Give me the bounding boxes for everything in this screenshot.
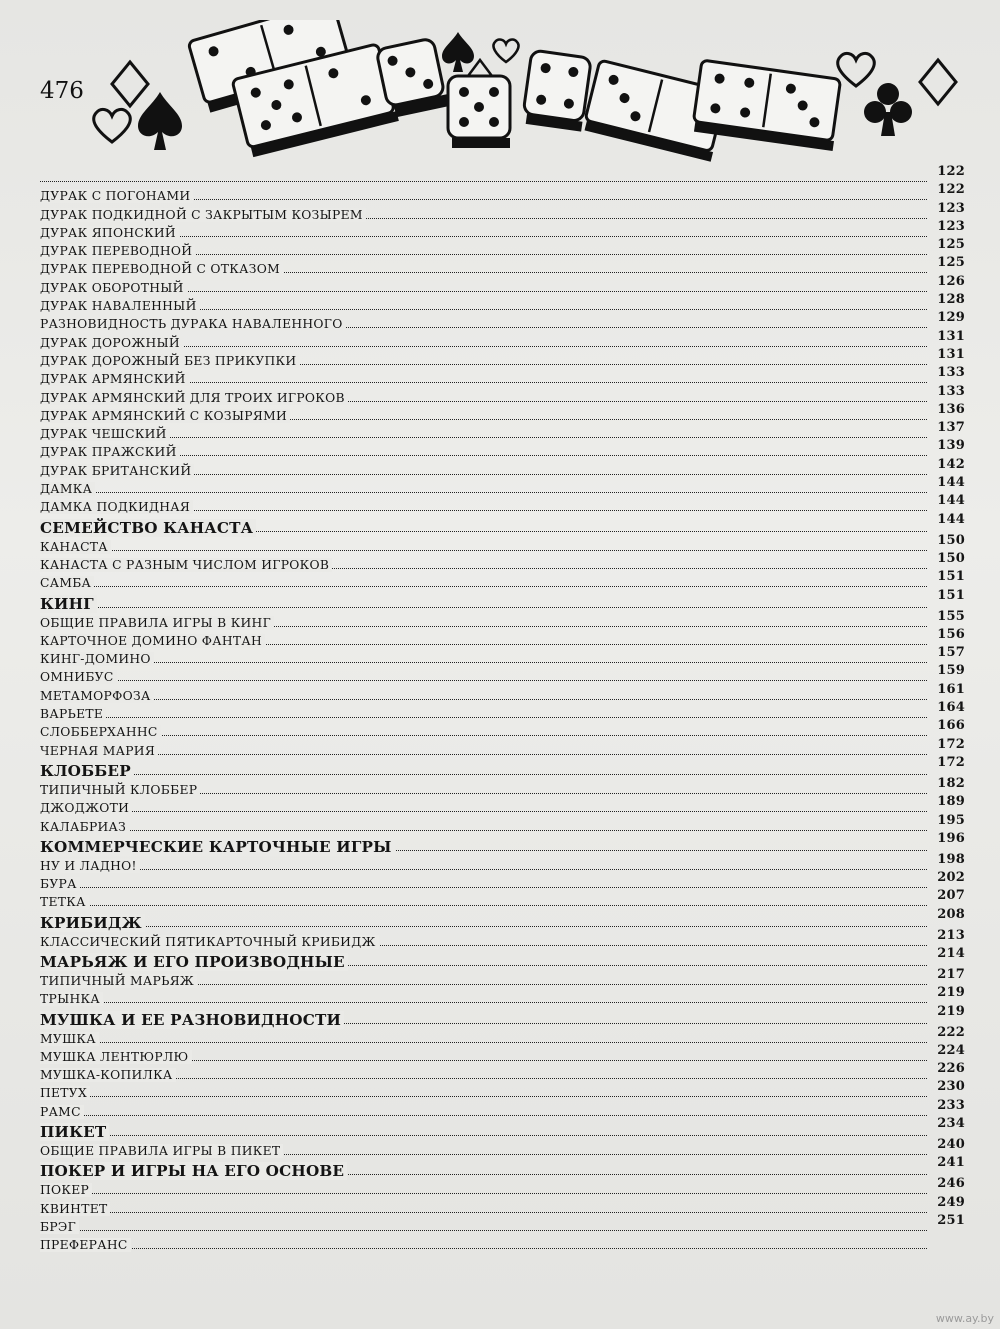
toc-entry bbox=[40, 966, 965, 991]
toc-entry bbox=[40, 1176, 965, 1200]
dot-leader bbox=[40, 926, 927, 927]
toc-entry-title: СЛОББЕРХАННС bbox=[40, 725, 161, 739]
toc-entry-title: ДУРАК ДОРОЖНЫЙ БЕЗ ПРИКУПКИ bbox=[40, 354, 299, 368]
toc-page-number: 159 bbox=[937, 663, 965, 679]
dot-leader bbox=[40, 1212, 927, 1213]
toc-page-number: 240 bbox=[937, 1137, 965, 1153]
dot-leader bbox=[40, 1002, 927, 1003]
toc-page-number: 208 bbox=[937, 906, 965, 922]
toc-page-number: 233 bbox=[937, 1097, 965, 1113]
toc-entry bbox=[40, 310, 965, 334]
toc-page-number: 151 bbox=[937, 569, 965, 585]
toc-entry-title: КИНГ-ДОМИНО bbox=[40, 652, 154, 666]
toc-entry-title: ДУРАК БРИТАНСКИЙ bbox=[40, 464, 194, 478]
toc-entry-title: ДУРАК АРМЯНСКИЙ С КОЗЫРЯМИ bbox=[40, 409, 290, 423]
toc-entry bbox=[40, 1042, 965, 1067]
toc-entry-title: КАНАСТА С РАЗНЫМ ЧИСЛОМ ИГРОКОВ bbox=[40, 558, 332, 572]
toc-page-number: 144 bbox=[937, 493, 965, 509]
toc-entry-title: ПИКЕТ bbox=[40, 1123, 109, 1141]
dot-leader bbox=[40, 735, 927, 736]
toc-entry bbox=[40, 182, 965, 206]
toc-entry bbox=[40, 1097, 965, 1122]
toc-page-number: 125 bbox=[937, 255, 965, 271]
toc-entry-title: ДУРАК ЯПОНСКИЙ bbox=[40, 226, 179, 240]
toc-entry bbox=[40, 870, 965, 894]
toc-entry bbox=[40, 164, 965, 188]
toc-entry bbox=[40, 812, 965, 837]
toc-page-number: 214 bbox=[937, 945, 965, 961]
toc-entry-title: КАЛАБРИАЗ bbox=[40, 820, 129, 834]
heart-icon bbox=[94, 109, 131, 142]
toc-entry bbox=[40, 1061, 965, 1085]
toc-page-number: 128 bbox=[937, 292, 965, 308]
toc-page-number: 226 bbox=[937, 1061, 965, 1077]
toc-entry-title: ПРЕФЕРАНС bbox=[40, 1238, 131, 1252]
toc-entry bbox=[40, 985, 965, 1009]
toc-page-number: 222 bbox=[937, 1024, 965, 1040]
toc-page-number: 164 bbox=[937, 700, 965, 716]
toc-page-number: 249 bbox=[937, 1194, 965, 1210]
dot-leader bbox=[40, 550, 927, 551]
toc-entry bbox=[40, 1212, 965, 1237]
dot-leader bbox=[40, 1096, 927, 1097]
toc-entry-title: БУРА bbox=[40, 877, 80, 891]
dot-leader bbox=[40, 905, 927, 906]
toc-section-heading bbox=[40, 830, 965, 858]
toc-entry bbox=[40, 1194, 965, 1219]
toc-entry-title: МУШКА-КОПИЛКА bbox=[40, 1068, 176, 1082]
toc-page-number: 136 bbox=[937, 401, 965, 417]
toc-page-number: 234 bbox=[937, 1116, 965, 1132]
toc-entry bbox=[40, 365, 965, 389]
toc-section-heading bbox=[40, 1116, 965, 1143]
toc-section-heading bbox=[40, 1155, 965, 1182]
toc-entry bbox=[40, 775, 965, 800]
club-icon bbox=[864, 83, 912, 136]
toc-entry bbox=[40, 645, 965, 669]
toc-page-number: 133 bbox=[937, 383, 965, 399]
toc-page-number: 131 bbox=[937, 328, 965, 344]
header-ornament bbox=[80, 20, 970, 170]
toc-page-number: 219 bbox=[937, 1003, 965, 1019]
toc-entry bbox=[40, 569, 965, 593]
toc-entry-title: МУШКА ЛЕНТЮРЛЮ bbox=[40, 1050, 192, 1064]
toc-entry-title: ДУРАК ПЕРЕВОДНОЙ bbox=[40, 244, 195, 258]
toc-page-number: 241 bbox=[937, 1155, 965, 1171]
toc-page-number: 172 bbox=[937, 754, 965, 770]
toc-page-number: 142 bbox=[937, 456, 965, 472]
toc-entry bbox=[40, 401, 965, 426]
toc-page-number: 230 bbox=[937, 1079, 965, 1095]
dot-leader bbox=[40, 717, 927, 718]
toc-page-number: 202 bbox=[937, 870, 965, 886]
toc-entry-title: КАРТОЧНОЕ ДОМИНО ФАНТАН bbox=[40, 634, 265, 648]
toc-entry bbox=[40, 218, 965, 243]
toc-section-heading bbox=[40, 945, 965, 973]
diamond-icon bbox=[112, 62, 148, 106]
toc-page-number: 139 bbox=[937, 438, 965, 454]
toc-page-number: 156 bbox=[937, 626, 965, 642]
toc-page-number: 129 bbox=[937, 310, 965, 326]
toc-entry bbox=[40, 493, 965, 517]
toc-entry bbox=[40, 1024, 965, 1049]
die bbox=[448, 76, 510, 148]
toc-entry-title: РАЗНОВИДНОСТЬ ДУРАКА НАВАЛЕННОГО bbox=[40, 317, 346, 331]
dot-leader bbox=[40, 1230, 927, 1231]
toc-page-number: 157 bbox=[937, 645, 965, 661]
toc-entry-title: МАРЬЯЖ И ЕГО ПРОИЗВОДНЫЕ bbox=[40, 953, 348, 971]
toc-entry-title: ПЕТУХ bbox=[40, 1086, 90, 1100]
toc-entry-title: ТИПИЧНЫЙ МАРЬЯЖ bbox=[40, 974, 197, 988]
toc-entry bbox=[40, 927, 965, 952]
toc-entry bbox=[40, 718, 965, 742]
dot-leader bbox=[40, 607, 927, 608]
dot-leader bbox=[40, 699, 927, 700]
toc-entry bbox=[40, 1237, 965, 1255]
toc-page-number: 150 bbox=[937, 550, 965, 566]
dot-leader bbox=[40, 887, 927, 888]
heart-icon bbox=[838, 53, 875, 86]
toc-entry bbox=[40, 255, 965, 279]
toc-page-number: 123 bbox=[937, 200, 965, 216]
watermark: www.ay.by bbox=[935, 1312, 994, 1325]
toc-entry-title: ДУРАК АРМЯНСКИЙ bbox=[40, 372, 189, 386]
toc-entry-title: ДУРАК НАВАЛЕННЫЙ bbox=[40, 299, 200, 313]
toc-entry-title: ТИПИЧНЫЙ КЛОББЕР bbox=[40, 783, 200, 797]
dot-leader bbox=[40, 181, 927, 182]
toc-page-number: 196 bbox=[937, 830, 965, 846]
spade-icon bbox=[138, 92, 182, 150]
toc-page-number: 144 bbox=[937, 475, 965, 491]
toc-entry-title: ДУРАК АРМЯНСКИЙ ДЛЯ ТРОИХ ИГРОКОВ bbox=[40, 391, 348, 405]
table-of-contents bbox=[40, 164, 965, 1256]
toc-entry bbox=[40, 663, 965, 687]
toc-entry-title: ОБЩИЕ ПРАВИЛА ИГРЫ В ПИКЕТ bbox=[40, 1144, 283, 1158]
toc-page-number: 246 bbox=[937, 1176, 965, 1192]
toc-entry bbox=[40, 456, 965, 481]
toc-entry-title: МУШКА bbox=[40, 1032, 99, 1046]
toc-page-number: 213 bbox=[937, 927, 965, 943]
dot-leader bbox=[40, 492, 927, 493]
dot-leader bbox=[40, 754, 927, 755]
toc-entry-title: БРЭГ bbox=[40, 1220, 79, 1234]
page-number: 476 bbox=[40, 78, 84, 104]
toc-entry-title: ТРЫНКА bbox=[40, 992, 103, 1006]
toc-entry-title: МУШКА И ЕЕ РАЗНОВИДНОСТИ bbox=[40, 1011, 344, 1029]
toc-entry-title: КИНГ bbox=[40, 595, 97, 613]
toc-entry bbox=[40, 1137, 965, 1161]
dot-leader bbox=[40, 586, 927, 587]
toc-entry-title: КЛОББЕР bbox=[40, 762, 134, 780]
toc-page-number: 150 bbox=[937, 532, 965, 548]
toc-section-heading bbox=[40, 1003, 965, 1031]
toc-page-number: 217 bbox=[937, 966, 965, 982]
dot-leader bbox=[40, 437, 927, 438]
dot-leader bbox=[40, 680, 927, 681]
toc-entry bbox=[40, 626, 965, 651]
spade-icon bbox=[442, 32, 474, 72]
toc-entry-title: КВИНТЕТ bbox=[40, 1202, 110, 1216]
toc-entry bbox=[40, 237, 965, 261]
heart-icon bbox=[493, 40, 518, 62]
toc-entry bbox=[40, 292, 965, 316]
dot-leader bbox=[40, 869, 927, 870]
diamond-icon bbox=[920, 60, 956, 104]
toc-page-number: 122 bbox=[937, 164, 965, 179]
toc-entry-title: НУ И ЛАДНО! bbox=[40, 859, 140, 873]
dot-leader bbox=[40, 1115, 927, 1116]
toc-page-number: 195 bbox=[937, 812, 965, 828]
toc-entry bbox=[40, 438, 965, 462]
toc-page-number: 166 bbox=[937, 718, 965, 734]
toc-page-number: 161 bbox=[937, 681, 965, 697]
toc-section-heading bbox=[40, 906, 965, 934]
dot-leader bbox=[40, 662, 927, 663]
dot-leader bbox=[40, 830, 927, 831]
toc-entry-title: ПОКЕР И ИГРЫ НА ЕГО ОСНОВЕ bbox=[40, 1162, 347, 1180]
dot-leader bbox=[40, 1135, 927, 1136]
toc-entry-title: КАНАСТА bbox=[40, 540, 111, 554]
toc-page-number: 224 bbox=[937, 1042, 965, 1058]
toc-entry bbox=[40, 851, 965, 876]
toc-entry-title: ДУРАК ОБОРОТНЫЙ bbox=[40, 281, 187, 295]
toc-entry-title: ДУРАК ПОДКИДНОЙ С ЗАКРЫТЫМ КОЗЫРЕМ bbox=[40, 208, 366, 222]
toc-page-number: 155 bbox=[937, 608, 965, 624]
toc-page-number: 126 bbox=[937, 273, 965, 289]
toc-page-number: 144 bbox=[937, 511, 965, 527]
toc-page-number: 207 bbox=[937, 888, 965, 904]
toc-entry bbox=[40, 700, 965, 724]
toc-section-heading bbox=[40, 754, 965, 782]
toc-entry-title: ДУРАК ПРАЖСКИЙ bbox=[40, 445, 180, 459]
toc-entry bbox=[40, 736, 965, 761]
toc-page-number: 172 bbox=[937, 736, 965, 752]
toc-entry bbox=[40, 420, 965, 444]
toc-entry bbox=[40, 550, 965, 575]
toc-section-heading bbox=[40, 587, 965, 615]
toc-entry-title: ДЖОДЖОТИ bbox=[40, 801, 132, 815]
toc-entry bbox=[40, 328, 965, 353]
toc-page-number: 133 bbox=[937, 365, 965, 381]
toc-entry-title: ПОКЕР bbox=[40, 1183, 92, 1197]
toc-entry bbox=[40, 1079, 965, 1103]
toc-entry bbox=[40, 273, 965, 298]
toc-entry bbox=[40, 608, 965, 633]
toc-section-heading bbox=[40, 511, 965, 539]
toc-page-number: 137 bbox=[937, 420, 965, 436]
toc-entry-title: ОМНИБУС bbox=[40, 670, 117, 684]
dot-leader bbox=[40, 774, 927, 775]
toc-entry-title: ДУРАК ЧЕШСКИЙ bbox=[40, 427, 170, 441]
toc-entry bbox=[40, 532, 965, 557]
toc-page-number: 123 bbox=[937, 218, 965, 234]
dot-leader bbox=[40, 1193, 927, 1194]
toc-page-number: 219 bbox=[937, 985, 965, 1001]
toc-entry-title: СЕМЕЙСТВО КАНАСТА bbox=[40, 519, 256, 537]
toc-entry-title: РАМС bbox=[40, 1105, 84, 1119]
toc-entry-title: ВАРЬЕТЕ bbox=[40, 707, 106, 721]
dot-leader bbox=[40, 811, 927, 812]
toc-page-number: 131 bbox=[937, 346, 965, 362]
dot-leader bbox=[40, 1042, 927, 1043]
die bbox=[522, 50, 592, 132]
toc-entry-title: ДУРАК С ПОГОНАМИ bbox=[40, 189, 193, 203]
toc-entry-title: ДАМКА bbox=[40, 482, 95, 496]
toc-page-number: 182 bbox=[937, 775, 965, 791]
toc-entry bbox=[40, 475, 965, 499]
toc-entry-title: КРИБИДЖ bbox=[40, 914, 145, 932]
toc-entry bbox=[40, 346, 965, 371]
dot-leader bbox=[40, 1248, 927, 1249]
toc-entry-title: КЛАССИЧЕСКИЙ ПЯТИКАРТОЧНЫЙ КРИБИДЖ bbox=[40, 935, 379, 949]
toc-entry-title: ДУРАК ДОРОЖНЫЙ bbox=[40, 336, 183, 350]
toc-entry-title: САМБА bbox=[40, 576, 94, 590]
toc-entry bbox=[40, 200, 965, 225]
toc-page-number: 198 bbox=[937, 851, 965, 867]
toc-page-number: 125 bbox=[937, 237, 965, 253]
toc-page-number: 189 bbox=[937, 794, 965, 810]
toc-entry-title: ЧЕРНАЯ МАРИЯ bbox=[40, 744, 158, 758]
toc-entry-title: ДАМКА ПОДКИДНАЯ bbox=[40, 500, 193, 514]
toc-page-number: 251 bbox=[937, 1212, 965, 1228]
toc-entry bbox=[40, 888, 965, 912]
toc-entry bbox=[40, 681, 965, 706]
toc-entry-title: МЕТАМОРФОЗА bbox=[40, 689, 154, 703]
toc-page-number: 151 bbox=[937, 587, 965, 603]
toc-entry bbox=[40, 383, 965, 408]
toc-entry-title: КОММЕРЧЕСКИЕ КАРТОЧНЫЕ ИГРЫ bbox=[40, 838, 395, 856]
toc-entry bbox=[40, 794, 965, 818]
toc-entry-title: ТЕТКА bbox=[40, 895, 89, 909]
toc-entry-title: ОБЩИЕ ПРАВИЛА ИГРЫ В КИНГ bbox=[40, 616, 274, 630]
toc-page-number: 122 bbox=[937, 182, 965, 198]
toc-entry-title: ДУРАК ПЕРЕВОДНОЙ С ОТКАЗОМ bbox=[40, 262, 283, 276]
